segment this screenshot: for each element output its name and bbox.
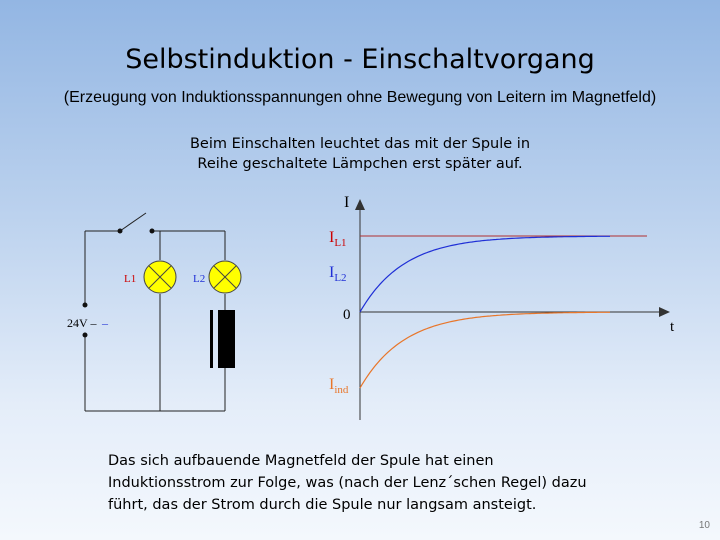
source-terminal-bottom: [83, 333, 88, 338]
series-iind-curve: [360, 312, 610, 388]
lamp-l1: [144, 261, 176, 293]
current-graph: [329, 194, 675, 420]
slide-subtitle: (Erzeugung von Induktionsspannungen ohne Bewegung von Leitern im Magnetfeld): [63, 89, 657, 106]
explanation-line: führt, das der Strom durch die Spule nur langsam ansteigt.: [108, 497, 537, 513]
lamp-l2-label: L2: [193, 273, 206, 285]
explanation-line: Das sich aufbauende Magnetfeld der Spule hat einen: [108, 453, 494, 469]
coil-icon: [210, 310, 235, 368]
origin-label: 0: [343, 307, 351, 323]
svg-text:–: –: [102, 316, 108, 330]
slide-title: Selbstinduktion - Einschaltvorgang: [125, 44, 595, 75]
y-axis-label: I: [344, 194, 350, 211]
label-il2: $I_{L2}$: [329, 264, 347, 284]
series-il2-curve: [360, 236, 610, 312]
lamp-l2: [209, 261, 241, 293]
intro-line: Reihe geschaltete Lämpchen erst später auf.: [197, 156, 523, 172]
switch-lever: [120, 213, 146, 231]
switch-contact-left: [118, 229, 123, 234]
source-terminal-top: [83, 303, 88, 308]
explanation-text: [108, 450, 608, 516]
x-axis-arrow: [659, 307, 670, 317]
page-number: 10: [698, 520, 710, 531]
y-axis-arrow: [355, 199, 365, 210]
switch-contact-right: [150, 229, 155, 234]
source-label: 24V –: [67, 316, 97, 330]
label-il1: $I_{L1}$: [329, 229, 347, 249]
circuit-diagram: [85, 213, 225, 411]
label-iind: $I_{ind}$: [329, 376, 349, 396]
lamp-l1-label: L1: [124, 273, 137, 285]
explanation-line: Induktionsstrom zur Folge, was (nach der Lenz´schen Regel) dazu: [108, 475, 587, 491]
x-axis-label: t: [670, 319, 675, 335]
intro-line: Beim Einschalten leuchtet das mit der Spule in: [189, 136, 531, 152]
